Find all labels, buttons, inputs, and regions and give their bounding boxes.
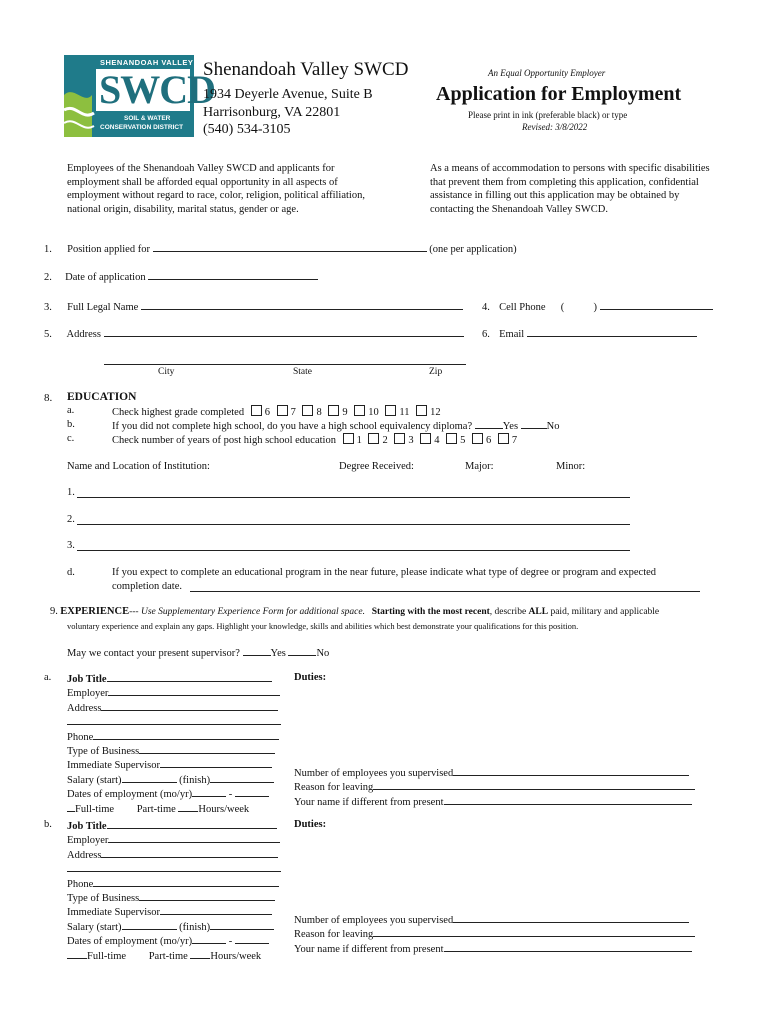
business-type-label: Type of Business bbox=[67, 893, 140, 905]
revised-date: Revised: 3/8/2022 bbox=[522, 122, 588, 132]
page-title: Application for Employment bbox=[436, 83, 682, 105]
name-different-label: Your name if different from present bbox=[294, 796, 444, 808]
accommodation-line: As a means of accommodation to persons with specific disabilities bbox=[430, 163, 710, 174]
education-row-3-input[interactable] bbox=[77, 550, 630, 551]
paren-open: ( bbox=[560, 302, 565, 313]
eeo-paragraph bbox=[67, 162, 365, 216]
state-label: State bbox=[293, 367, 312, 377]
all-label: ALL bbox=[528, 607, 549, 617]
dates-label: Dates of employment (mo/yr) bbox=[67, 936, 193, 948]
parttime-input[interactable] bbox=[117, 803, 137, 812]
degree-column-header: Degree Received: bbox=[339, 461, 414, 472]
salary-finish-label: (finish) bbox=[179, 921, 211, 933]
item-number: 3. bbox=[44, 302, 52, 313]
experience-heading: EXPERIENCE bbox=[60, 606, 130, 617]
years-checkbox[interactable] bbox=[420, 433, 431, 444]
date-row bbox=[44, 270, 318, 283]
grade-row bbox=[112, 405, 441, 418]
job-letter: a. bbox=[44, 672, 52, 683]
supervisor-label: Immediate Supervisor bbox=[67, 760, 161, 772]
phone-input[interactable] bbox=[93, 730, 279, 740]
education-heading: EDUCATION bbox=[67, 391, 137, 403]
address-input[interactable] bbox=[101, 848, 278, 858]
completion-date-input[interactable] bbox=[190, 591, 700, 592]
date-from-input[interactable] bbox=[192, 934, 226, 944]
eeo-line: national origin, disability, marital status, gender or age. bbox=[67, 203, 299, 215]
address-input[interactable] bbox=[101, 701, 278, 711]
date-dash: - bbox=[228, 936, 233, 948]
minor-column-header: Minor: bbox=[556, 461, 586, 472]
employer-label: Employer bbox=[67, 835, 109, 847]
salary-start-label: Salary (start) bbox=[67, 774, 122, 786]
position-label: Position applied for bbox=[67, 244, 150, 255]
experience-dashes: --- bbox=[129, 607, 139, 617]
item-number: 2. bbox=[44, 272, 52, 283]
position-row bbox=[44, 242, 517, 255]
years-row bbox=[112, 433, 517, 446]
phone-label: Phone bbox=[67, 878, 94, 890]
completion-date-label: completion date. bbox=[112, 581, 182, 592]
job-a-right-fields bbox=[294, 766, 695, 809]
accommodation-paragraph bbox=[430, 162, 710, 216]
years-checkbox[interactable] bbox=[498, 433, 509, 444]
supervisor-label: Immediate Supervisor bbox=[67, 907, 161, 919]
position-input[interactable] bbox=[153, 242, 427, 252]
phone-input[interactable] bbox=[93, 877, 279, 887]
edu-a-letter: a. bbox=[67, 405, 75, 416]
swcd-logo bbox=[64, 55, 216, 137]
org-name: Shenandoah Valley SWCD bbox=[203, 59, 409, 80]
email-label: Email bbox=[499, 329, 525, 340]
eeo-line: Employees of the Shenandoah Valley SWCD and applicants for bbox=[67, 163, 335, 174]
edu-d-letter: d. bbox=[67, 567, 75, 578]
grade-option: 6 bbox=[264, 407, 270, 418]
duties-label: Duties: bbox=[294, 672, 327, 683]
grade-option: 8 bbox=[316, 407, 322, 418]
org-phone: (540) 534-3105 bbox=[203, 122, 291, 137]
paid-military-text: paid, military and applicable bbox=[550, 607, 660, 617]
years-option: 7 bbox=[511, 435, 518, 446]
employer-input[interactable] bbox=[108, 833, 280, 843]
hours-label: Hours/week bbox=[210, 950, 262, 962]
years-checkbox[interactable] bbox=[472, 433, 483, 444]
grade-option: 12 bbox=[430, 407, 441, 418]
years-option: 4 bbox=[434, 435, 440, 446]
eeo-line: employment without regard to race, color, religion, political affiliation, bbox=[67, 190, 365, 201]
item-number: 5. bbox=[44, 329, 52, 340]
ged-yes-label: Yes bbox=[502, 421, 519, 432]
major-column-header: Major: bbox=[465, 461, 494, 472]
job-b-right-fields bbox=[294, 913, 695, 956]
institution-column-header: Name and Location of Institution: bbox=[67, 461, 210, 472]
address-input[interactable] bbox=[104, 327, 464, 337]
experience-intro bbox=[50, 606, 659, 617]
years-checkbox[interactable] bbox=[394, 433, 405, 444]
business-type-label: Type of Business bbox=[67, 746, 140, 758]
city-state-zip-input[interactable] bbox=[104, 364, 466, 365]
contact-no-input[interactable] bbox=[288, 646, 316, 656]
ged-no-input[interactable] bbox=[521, 419, 547, 429]
logo-top-text: SHENANDOAH VALLEY bbox=[100, 58, 194, 67]
supervisor-input[interactable] bbox=[160, 905, 272, 915]
print-instructions: Please print in ink (preferable black) or type bbox=[468, 110, 628, 120]
grade-option: 9 bbox=[342, 407, 348, 418]
parttime-input[interactable] bbox=[129, 950, 149, 959]
accommodation-line: that prevent them from completing this application, confidential bbox=[430, 176, 699, 188]
ged-no-label: No bbox=[546, 421, 560, 432]
supplementary-note: Use Supplementary Experience Form for additional space. bbox=[140, 607, 365, 617]
years-checkbox[interactable] bbox=[343, 433, 354, 444]
fulltime-label: Full-time bbox=[87, 950, 127, 962]
job-title-input[interactable] bbox=[107, 672, 272, 682]
salary-finish-input[interactable] bbox=[210, 920, 274, 930]
grade-label: Check highest grade completed bbox=[112, 407, 245, 418]
contact-no-label: No bbox=[316, 648, 330, 659]
address-row bbox=[44, 327, 464, 340]
employer-input[interactable] bbox=[108, 686, 280, 696]
supervisor-input[interactable] bbox=[160, 758, 272, 768]
education-row-number: 1. bbox=[67, 487, 75, 498]
logo-sub2-text: CONSERVATION DISTRICT bbox=[100, 124, 184, 131]
date-to-input[interactable] bbox=[235, 934, 269, 944]
phone-label: Phone bbox=[67, 731, 94, 743]
grade-checkbox[interactable] bbox=[328, 405, 339, 416]
hours-label: Hours/week bbox=[198, 803, 250, 815]
grade-checkbox[interactable] bbox=[416, 405, 427, 416]
contact-supervisor-question: May we contact your present supervisor? bbox=[67, 648, 240, 659]
address-label: Address bbox=[67, 702, 102, 714]
date-from-input[interactable] bbox=[192, 787, 226, 797]
employees-supervised-label: Number of employees you supervised bbox=[294, 768, 454, 779]
email-row bbox=[482, 327, 697, 340]
salary-start-label: Salary (start) bbox=[67, 921, 122, 933]
logo-main-text: SWCD bbox=[99, 67, 216, 112]
address-label: Address bbox=[66, 329, 101, 340]
ged-row bbox=[112, 419, 560, 432]
cell-phone-label: Cell Phone bbox=[499, 302, 546, 313]
date-to-input[interactable] bbox=[235, 787, 269, 797]
cell-phone-row bbox=[482, 300, 713, 313]
future-program-text: If you expect to complete an educational program in the near future, please indicate what type of degree or program and expected bbox=[112, 567, 657, 578]
salary-finish-label: (finish) bbox=[179, 774, 211, 786]
contact-yes-input[interactable] bbox=[243, 646, 271, 656]
contact-yes-label: Yes bbox=[270, 648, 286, 659]
business-type-input[interactable] bbox=[139, 891, 275, 901]
parttime-label: Part-time bbox=[148, 950, 188, 962]
employees-supervised-input[interactable] bbox=[453, 766, 689, 776]
years-checkbox[interactable] bbox=[446, 433, 457, 444]
reason-leaving-label: Reason for leaving bbox=[294, 782, 374, 794]
parttime-label: Part-time bbox=[136, 803, 176, 815]
grade-checkbox[interactable] bbox=[251, 405, 262, 416]
accommodation-line: contacting the Shenandoah Valley SWCD. bbox=[430, 203, 608, 215]
years-label: Check number of years of post high school education bbox=[112, 435, 336, 446]
fulltime-input[interactable] bbox=[67, 802, 75, 812]
position-note: (one per application) bbox=[429, 244, 517, 255]
hours-input[interactable] bbox=[190, 949, 210, 959]
years-option: 5 bbox=[460, 435, 466, 446]
paren-close: ) bbox=[593, 302, 597, 313]
job-letter: b. bbox=[44, 819, 52, 830]
zip-label: Zip bbox=[429, 367, 443, 377]
education-number: 8. bbox=[44, 392, 53, 404]
job-title-input[interactable] bbox=[107, 819, 277, 829]
address-line-2-input[interactable] bbox=[67, 862, 281, 872]
fulltime-label: Full-time bbox=[75, 803, 115, 815]
reason-leaving-input[interactable] bbox=[373, 780, 695, 790]
date-dash: - bbox=[228, 789, 233, 801]
ged-yes-input[interactable] bbox=[475, 419, 503, 429]
address-line-2-input[interactable] bbox=[67, 715, 281, 725]
education-row-1-input[interactable] bbox=[77, 497, 630, 498]
date-input[interactable] bbox=[148, 270, 318, 280]
item-number: 6. bbox=[482, 329, 490, 340]
most-recent-label: Starting with the most recent bbox=[371, 607, 490, 617]
duties-label: Duties: bbox=[294, 819, 327, 830]
city-label: City bbox=[158, 367, 175, 377]
edu-c-letter: c. bbox=[67, 433, 75, 444]
salary-start-input[interactable] bbox=[122, 920, 177, 930]
describe-text: , describe bbox=[489, 607, 527, 617]
grade-option: 7 bbox=[290, 407, 296, 418]
org-address-1: 1934 Deyerle Avenue, Suite B bbox=[203, 87, 373, 102]
grade-checkbox[interactable] bbox=[385, 405, 396, 416]
grade-option: 11 bbox=[399, 407, 410, 418]
education-row-2-input[interactable] bbox=[77, 524, 630, 525]
education-row-number: 3. bbox=[67, 540, 75, 551]
dates-label: Dates of employment (mo/yr) bbox=[67, 789, 193, 801]
hours-input[interactable] bbox=[178, 802, 198, 812]
job-title-label: Job Title bbox=[67, 821, 107, 832]
reason-leaving-label: Reason for leaving bbox=[294, 929, 374, 941]
years-option: 1 bbox=[356, 435, 362, 446]
employees-supervised-input[interactable] bbox=[453, 913, 689, 923]
years-option: 2 bbox=[382, 435, 388, 446]
item-number: 4. bbox=[482, 302, 490, 313]
accommodation-line: assistance in filling out this application may be obtained by bbox=[430, 190, 680, 201]
legal-name-label: Full Legal Name bbox=[67, 302, 139, 313]
name-different-input[interactable] bbox=[444, 795, 692, 805]
job-block-b bbox=[67, 819, 281, 963]
logo-sub1-text: SOIL & WATER bbox=[124, 115, 171, 122]
grade-option: 10 bbox=[368, 407, 379, 418]
email-input[interactable] bbox=[527, 327, 697, 337]
eoe-statement: An Equal Opportunity Employer bbox=[488, 68, 606, 78]
ged-question: If you did not complete high school, do you have a high school equivalency diploma? bbox=[112, 421, 473, 432]
address-label: Address bbox=[67, 849, 102, 861]
date-label: Date of application bbox=[65, 272, 146, 283]
salary-finish-input[interactable] bbox=[210, 773, 274, 783]
grade-checkbox[interactable] bbox=[302, 405, 313, 416]
edu-b-letter: b. bbox=[67, 419, 75, 430]
experience-number: 9. bbox=[50, 606, 58, 617]
years-option: 3 bbox=[408, 435, 414, 446]
legal-name-row bbox=[44, 300, 463, 313]
salary-start-input[interactable] bbox=[122, 773, 177, 783]
job-block-a bbox=[67, 672, 281, 816]
grade-checkbox[interactable] bbox=[277, 405, 288, 416]
business-type-input[interactable] bbox=[139, 744, 275, 754]
grade-checkbox[interactable] bbox=[354, 405, 365, 416]
experience-instructions: voluntary experience and explain any gaps. Highlight your knowledge, skills and abilities which best demonstrate your qualifications for this position. bbox=[67, 621, 579, 631]
eeo-line: employment shall be afforded equal opportunity in all aspects of bbox=[67, 176, 338, 188]
reason-leaving-input[interactable] bbox=[373, 927, 695, 937]
name-different-input[interactable] bbox=[444, 942, 692, 952]
years-checkbox[interactable] bbox=[368, 433, 379, 444]
employees-supervised-label: Number of employees you supervised bbox=[294, 915, 454, 926]
org-address-2: Harrisonburg, VA 22801 bbox=[203, 105, 341, 120]
contact-supervisor-row bbox=[67, 646, 329, 659]
years-option: 6 bbox=[485, 435, 492, 446]
name-different-label: Your name if different from present bbox=[294, 943, 444, 955]
item-number: 1. bbox=[44, 244, 52, 255]
employer-label: Employer bbox=[67, 688, 109, 700]
job-title-label: Job Title bbox=[67, 674, 107, 685]
fulltime-input[interactable] bbox=[67, 949, 87, 959]
cell-phone-input[interactable] bbox=[600, 300, 713, 310]
education-row-number: 2. bbox=[67, 514, 75, 525]
legal-name-input[interactable] bbox=[141, 300, 463, 310]
